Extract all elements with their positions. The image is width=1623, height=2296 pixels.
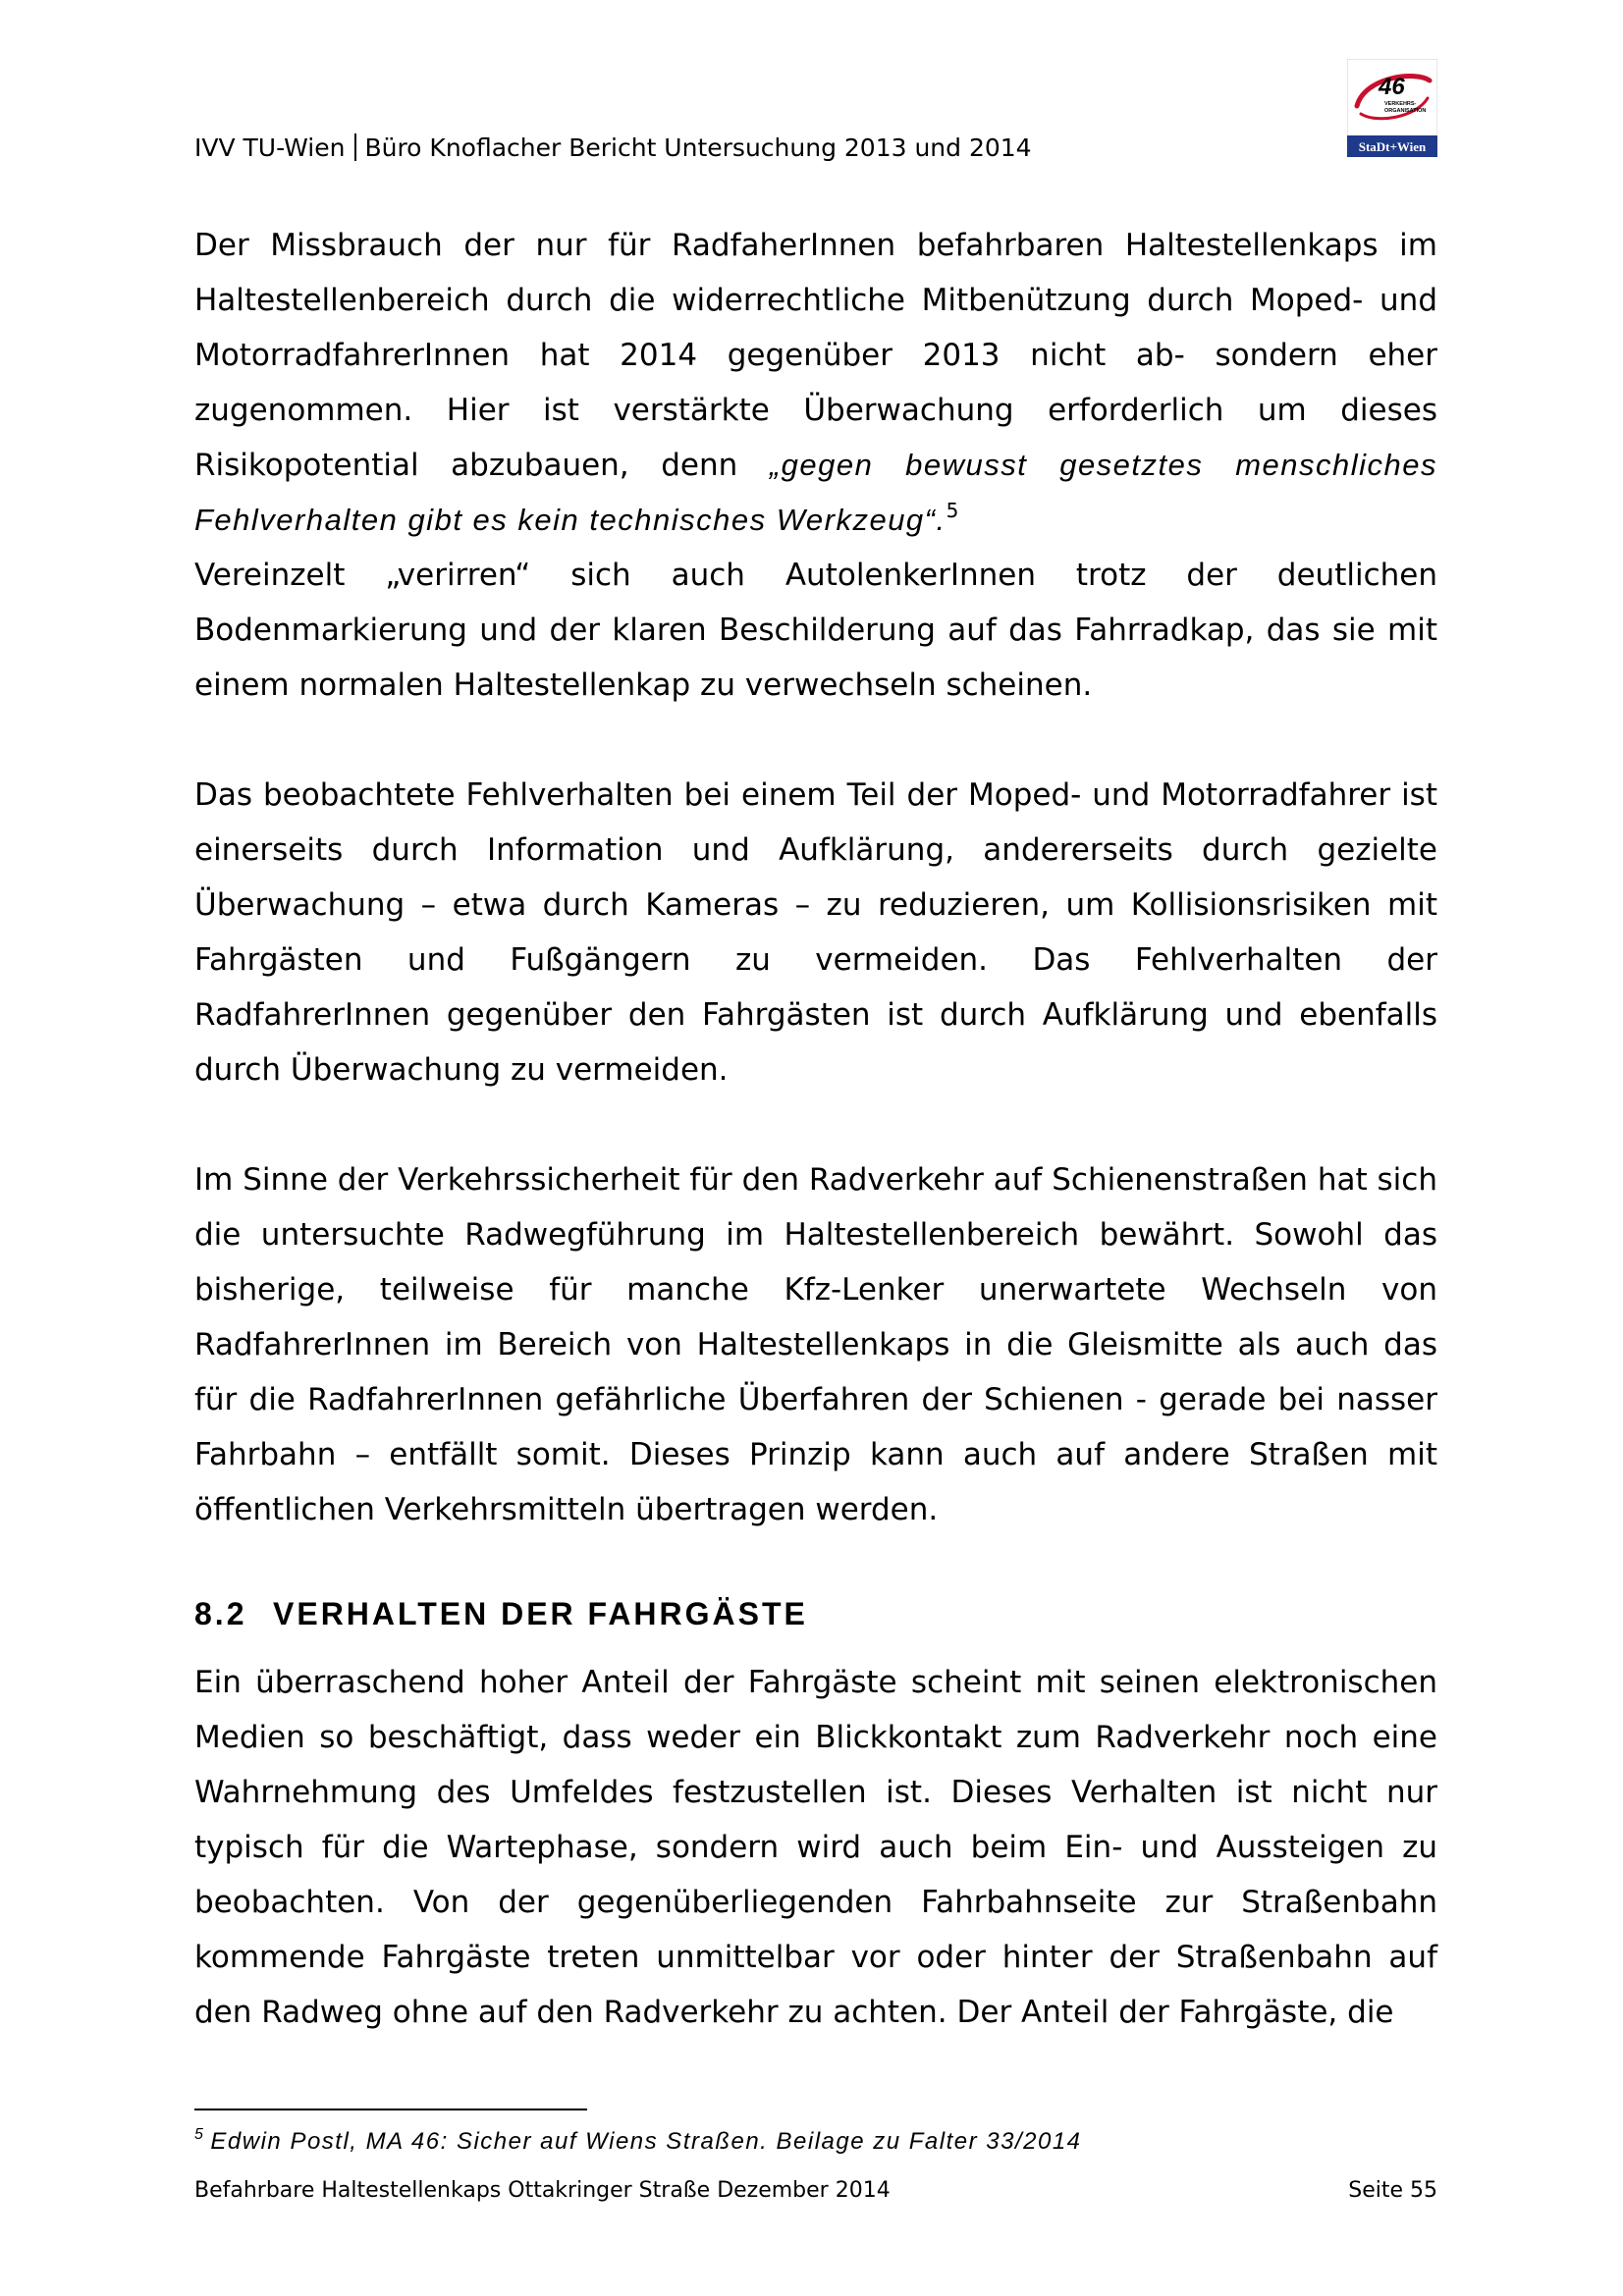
paragraph-misuse: [194, 218, 1437, 548]
footnote: [194, 2120, 1082, 2157]
ma46-logo: [1347, 59, 1437, 157]
header-report-title: Büro Knoflacher Bericht Untersuchung 2013 und 2014: [364, 133, 1032, 162]
paragraph-misuse-text: Der Missbrauch der nur für RadfaherInnen befahrbaren Haltestellenkaps im Haltestellenbereich durch die widerrechtliche Mitbenützung durch Moped- und MotorradfahrerInnen hat 2014 gegenüber 2013 nicht ab- sondern eher zugenommen. Hier ist verstärkte Überwachung erforderlich um dieses Risikopotential abzubauen, denn: [194, 228, 1437, 483]
logo-city: StaDt+Wien: [1358, 139, 1427, 154]
logo-org-line1: VERKEHRS-: [1384, 101, 1417, 107]
section-number: 8.2: [194, 1596, 247, 1631]
footer-page-number: Seite 55: [1348, 2178, 1437, 2203]
paragraph-passengers: Ein überraschend hoher Anteil der Fahrgäste scheint mit seinen elektronischen Medien so beschäftigt, dass weder ein Blickkontakt zum Radverkehr noch eine Wahrnehmung des Umfeldes festzustellen ist. Dieses Verhalten ist nicht nur typisch für die Wartephase, sondern wird auch beim Ein- und Aussteigen zu beobachten. Von der gegenüberliegenden Fahrbahnseite zur Straßenbahn kommende Fahrgäste treten unmittelbar vor oder hinter der Straßenbahn auf den Radweg ohne auf den Radverkehr zu achten. Der Anteil der Fahrgäste, die: [194, 1665, 1437, 2030]
logo-org-line2: ORGANISATION: [1384, 108, 1427, 114]
footer-document-title: Befahrbare Haltestellenkaps Ottakringer Straße Dezember 2014: [194, 2178, 891, 2203]
header-separator: [354, 133, 356, 161]
paragraph-car-drivers: Vereinzelt „verirren“ sich auch AutolenkerInnen trotz der deutlichen Bodenmarkierung und der klaren Beschilderung auf das Fahrradkap, das sie mit einem normalen Haltestellenkap zu verwechseln scheinen.: [194, 558, 1437, 703]
paragraph-traffic-safety: Im Sinne der Verkehrssicherheit für den Radverkehr auf Schienenstraßen hat sich die untersuchte Radwegführung im Haltestellenbereich bewährt. Sowohl das bisherige, teilweise für manche Kfz-Lenker unerwartete Wechseln von RadfahrerInnen im Bereich von Haltestellenkaps in die Gleismitte als auch das für die RadfahrerInnen gefährliche Überfahren der Schienen - gerade bei nasser Fahrbahn – entfällt somit. Dieses Prinzip kann auch auf andere Straßen mit öffentlichen Verkehrsmitteln übertragen werden.: [194, 1162, 1437, 1527]
header-institute: IVV TU-Wien: [194, 133, 346, 162]
section-heading: [194, 1586, 1437, 1641]
section-title: VERHALTEN DER FAHRGÄSTE: [273, 1596, 808, 1631]
ma46-logo-icon: [1347, 59, 1437, 157]
logo-number: 46: [1379, 74, 1405, 100]
page-header: [194, 133, 1032, 163]
footnote-text: Edwin Postl, MA 46: Sicher auf Wiens Straßen. Beilage zu Falter 33/2014: [210, 2128, 1082, 2155]
page-content: [194, 218, 1437, 2040]
quote-technical-tool: „gegen bewusst gesetztes menschliches Fehlverhalten gibt es kein technisches Werkzeug“.: [194, 448, 1437, 537]
footnote-divider: [194, 2109, 587, 2110]
footnote-mark: 5: [194, 2126, 205, 2143]
footnote-reference: 5: [946, 499, 959, 522]
paragraph-misbehavior: Das beobachtete Fehlverhalten bei einem Teil der Moped- und Motorradfahrer ist einerseits durch Information und Aufklärung, andererseits durch gezielte Überwachung – etwa durch Kameras – zu reduzieren, um Kollisionsrisiken mit Fahrgästen und Fußgängern zu vermeiden. Das Fehlverhalten der RadfahrerInnen gegenüber den Fahrgästen ist durch Aufklärung und ebenfalls durch Überwachung zu vermeiden.: [194, 777, 1437, 1088]
